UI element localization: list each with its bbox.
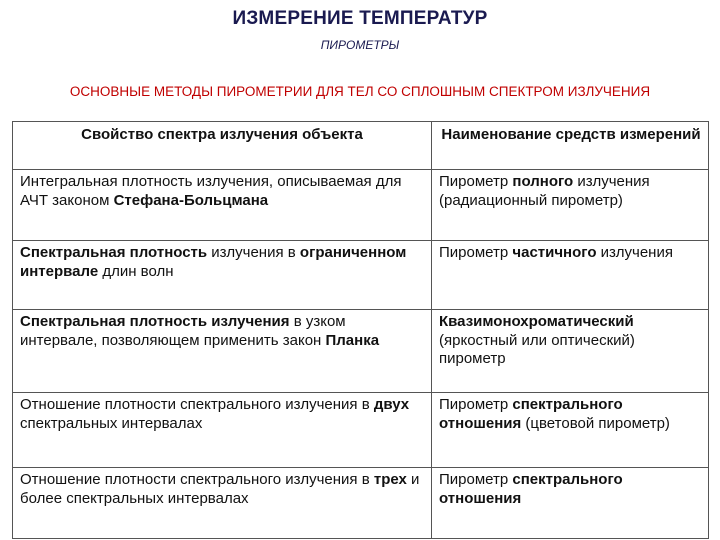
emphasized-text: Квазимонохроматический [439,313,634,330]
cell-text: Отношение плотности спектрального излучения в [20,396,374,413]
instrument-cell [432,393,709,468]
cell-text: Отношение плотности спектрального излучения в [20,471,374,488]
cell-text: Пирометр [439,396,513,413]
emphasized-text: спектрального отношения [439,396,623,432]
cell-text: излучения в [207,244,300,261]
cell-text: в узком интервале, позволяющем применить закон [20,313,346,349]
cell-text: излучения [596,244,673,261]
cell-text: Интегральная плотность излучения, описываемая для АЧТ законом [20,173,402,209]
instrument-cell [432,468,709,539]
emphasized-text: Спектральная плотность [20,244,208,261]
emphasized-text: полного [512,173,574,190]
cell-text: длин волн [98,262,174,280]
emphasized-text: Спектральная плотность излучения [20,313,290,330]
table-row [13,241,709,310]
emphasized-text: Стефана-Больцмана [113,191,269,209]
instrument-cell [432,241,709,310]
property-cell [13,241,432,310]
instrument-cell [432,170,709,241]
table-row [13,468,709,539]
instrument-cell [432,310,709,393]
property-cell [13,170,432,241]
cell-text: излучения (радиационный пирометр) [439,173,650,209]
pyrometry-methods-table [12,121,709,539]
property-cell [13,310,432,393]
page-subtitle: ПИРОМЕТРЫ [320,38,400,52]
cell-text: (цветовой пирометр) [521,414,670,432]
property-cell [13,393,432,468]
property-cell [13,468,432,539]
cell-text: и более спектральных интервалах [20,471,420,507]
page-title: ИЗМЕРЕНИЕ ТЕМПЕРАТУР [232,8,488,29]
emphasized-text: ограниченном интервале [20,244,407,280]
table-row [13,170,709,241]
column-header-property: Свойство спектра излучения объекта [13,122,432,170]
column-header-instrument: Наименование средств измерений [432,122,709,170]
emphasized-text: Планка [325,331,380,349]
emphasized-text: частичного [512,244,597,261]
emphasized-text: спектрального отношения [439,471,623,507]
emphasized-text: двух [373,396,410,413]
section-heading: ОСНОВНЫЕ МЕТОДЫ ПИРОМЕТРИИ ДЛЯ ТЕЛ СО СПЛОШНЫМ СПЕКТРОМ ИЗЛУЧЕНИЯ [69,84,651,99]
cell-text: Пирометр [439,244,513,261]
cell-text: спектральных интервалах [20,414,203,432]
cell-text: Пирометр [439,471,513,488]
table-row [13,310,709,393]
emphasized-text: трех [373,471,407,488]
cell-text: (яркостный или оптический) пирометр [439,331,635,367]
cell-text: Пирометр [439,173,513,190]
table-row [13,393,709,468]
table-header-row [13,122,709,170]
